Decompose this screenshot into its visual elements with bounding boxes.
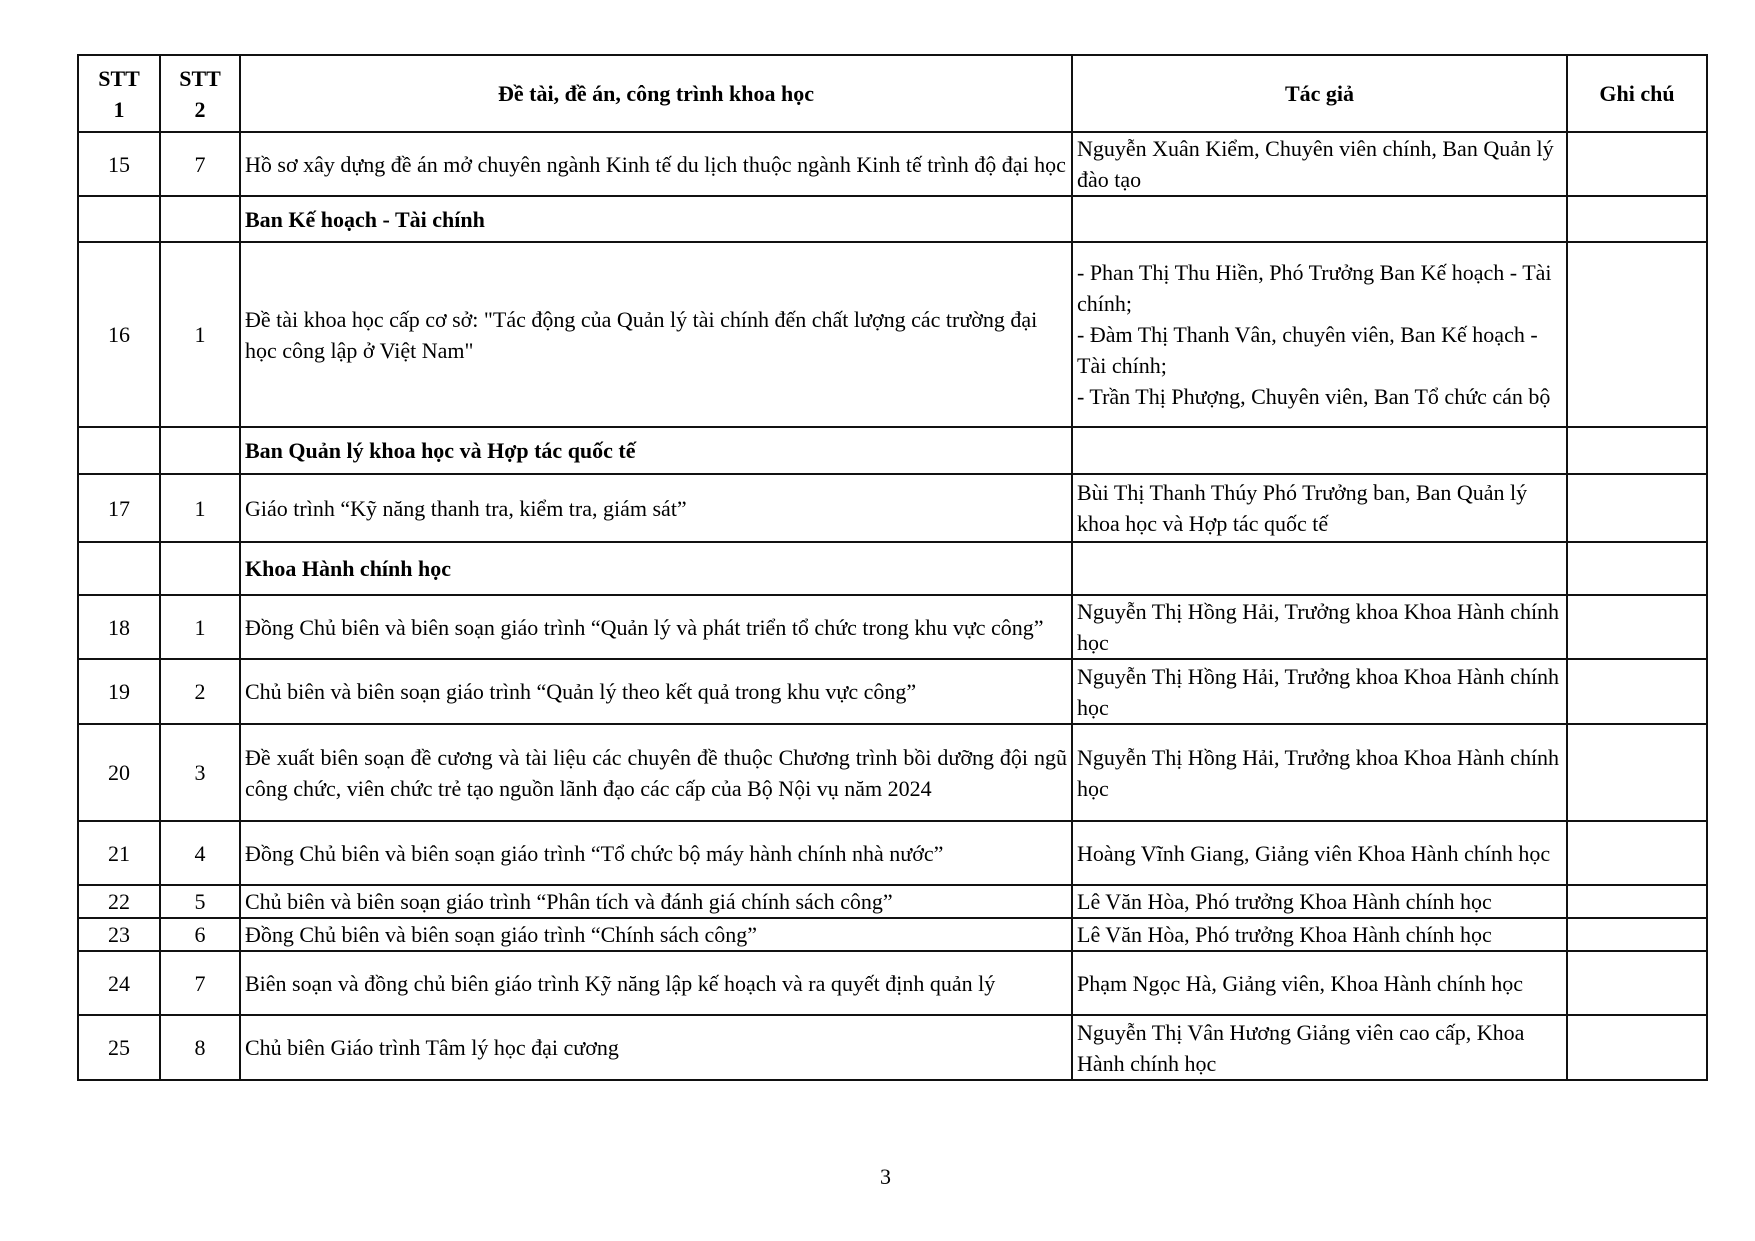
stt1-cell bbox=[78, 427, 160, 474]
table-row bbox=[78, 951, 1707, 1015]
author-cell: Nguyễn Thị Hồng Hải, Trưởng khoa Khoa Hành chính học bbox=[1072, 724, 1567, 821]
note-cell bbox=[1567, 821, 1707, 885]
table-row bbox=[78, 821, 1707, 885]
stt1-cell: 16 bbox=[78, 242, 160, 427]
topic-cell: Chủ biên và biên soạn giáo trình “Phân tích và đánh giá chính sách công” bbox=[240, 885, 1072, 918]
author-cell: Lê Văn Hòa, Phó trưởng Khoa Hành chính học bbox=[1072, 918, 1567, 951]
stt1-cell: 17 bbox=[78, 474, 160, 542]
author-line: - Đàm Thị Thanh Vân, chuyên viên, Ban Kế hoạch - Tài chính; bbox=[1077, 322, 1538, 378]
stt2-cell: 4 bbox=[160, 821, 240, 885]
stt1-cell: 22 bbox=[78, 885, 160, 918]
topic-cell: Đồng Chủ biên và biên soạn giáo trình “Tổ chức bộ máy hành chính nhà nước” bbox=[240, 821, 1072, 885]
table-row bbox=[78, 474, 1707, 542]
stt2-cell: 1 bbox=[160, 474, 240, 542]
author-cell: Bùi Thị Thanh Thúy Phó Trưởng ban, Ban Quản lý khoa học và Hợp tác quốc tế bbox=[1072, 474, 1567, 542]
author-cell bbox=[1072, 196, 1567, 242]
page-number: 3 bbox=[880, 1164, 891, 1189]
stt1-cell bbox=[78, 196, 160, 242]
stt2-cell: 7 bbox=[160, 951, 240, 1015]
stt2-cell: 1 bbox=[160, 595, 240, 659]
author-cell bbox=[1072, 427, 1567, 474]
note-cell bbox=[1567, 196, 1707, 242]
note-cell bbox=[1567, 242, 1707, 427]
stt2-cell: 7 bbox=[160, 132, 240, 196]
section-row bbox=[78, 427, 1707, 474]
author-cell: Hoàng Vĩnh Giang, Giảng viên Khoa Hành chính học bbox=[1072, 821, 1567, 885]
author-cell bbox=[1072, 542, 1567, 595]
table-row bbox=[78, 595, 1707, 659]
note-cell bbox=[1567, 659, 1707, 724]
topic-cell: Đề tài khoa học cấp cơ sở: "Tác động của Quản lý tài chính đến chất lượng các trường đại học công lập ở Việt Nam" bbox=[240, 242, 1072, 427]
note-cell bbox=[1567, 474, 1707, 542]
table-row bbox=[78, 885, 1707, 918]
research-works-table bbox=[77, 54, 1708, 1081]
author-cell bbox=[1072, 242, 1567, 427]
table-row bbox=[78, 659, 1707, 724]
topic-cell: Biên soạn và đồng chủ biên giáo trình Kỹ năng lập kế hoạch và ra quyết định quản lý bbox=[240, 951, 1072, 1015]
author-cell: Nguyễn Xuân Kiểm, Chuyên viên chính, Ban Quản lý đào tạo bbox=[1072, 132, 1567, 196]
note-cell bbox=[1567, 918, 1707, 951]
note-cell bbox=[1567, 1015, 1707, 1080]
author-cell: Nguyễn Thị Vân Hương Giảng viên cao cấp, Khoa Hành chính học bbox=[1072, 1015, 1567, 1080]
stt2-cell: 3 bbox=[160, 724, 240, 821]
stt2-cell bbox=[160, 542, 240, 595]
header-note: Ghi chú bbox=[1567, 55, 1707, 132]
stt2-cell: 2 bbox=[160, 659, 240, 724]
table-row bbox=[78, 918, 1707, 951]
stt1-cell: 19 bbox=[78, 659, 160, 724]
table-row bbox=[78, 242, 1707, 427]
author-cell: Lê Văn Hòa, Phó trưởng Khoa Hành chính học bbox=[1072, 885, 1567, 918]
header-topic: Đề tài, đề án, công trình khoa học bbox=[240, 55, 1072, 132]
section-row bbox=[78, 196, 1707, 242]
stt2-cell: 5 bbox=[160, 885, 240, 918]
topic-cell: Hồ sơ xây dựng đề án mở chuyên ngành Kinh tế du lịch thuộc ngành Kinh tế trình độ đại học bbox=[240, 132, 1072, 196]
note-cell bbox=[1567, 595, 1707, 659]
author-cell: Nguyễn Thị Hồng Hải, Trưởng khoa Khoa Hành chính học bbox=[1072, 595, 1567, 659]
section-row bbox=[78, 542, 1707, 595]
section-title: Ban Quản lý khoa học và Hợp tác quốc tế bbox=[240, 427, 1072, 474]
stt1-cell: 25 bbox=[78, 1015, 160, 1080]
stt1-cell: 23 bbox=[78, 918, 160, 951]
header-stt2: STT 2 bbox=[160, 55, 240, 132]
stt2-cell bbox=[160, 196, 240, 242]
header-stt1: STT 1 bbox=[78, 55, 160, 132]
topic-cell: Chủ biên Giáo trình Tâm lý học đại cương bbox=[240, 1015, 1072, 1080]
topic-cell: Đồng Chủ biên và biên soạn giáo trình “Quản lý và phát triển tổ chức trong khu vực công” bbox=[240, 595, 1072, 659]
topic-cell: Đồng Chủ biên và biên soạn giáo trình “Chính sách công” bbox=[240, 918, 1072, 951]
topic-cell: Đề xuất biên soạn đề cương và tài liệu các chuyên đề thuộc Chương trình bồi dưỡng đội ngũ công chức, viên chức trẻ tạo nguồn lãnh đạo các cấp của Bộ Nội vụ năm 2024 bbox=[240, 724, 1072, 821]
section-title: Ban Kế hoạch - Tài chính bbox=[240, 196, 1072, 242]
author-line: - Trần Thị Phượng, Chuyên viên, Ban Tổ chức cán bộ bbox=[1077, 384, 1551, 409]
table-row bbox=[78, 132, 1707, 196]
stt1-cell: 20 bbox=[78, 724, 160, 821]
topic-cell: Giáo trình “Kỹ năng thanh tra, kiểm tra, giám sát” bbox=[240, 474, 1072, 542]
header-author: Tác giả bbox=[1072, 55, 1567, 132]
note-cell bbox=[1567, 724, 1707, 821]
note-cell bbox=[1567, 542, 1707, 595]
table-header-row bbox=[78, 55, 1707, 132]
stt1-cell: 18 bbox=[78, 595, 160, 659]
stt1-cell bbox=[78, 542, 160, 595]
table-row bbox=[78, 1015, 1707, 1080]
author-cell: Phạm Ngọc Hà, Giảng viên, Khoa Hành chính học bbox=[1072, 951, 1567, 1015]
note-cell bbox=[1567, 132, 1707, 196]
stt1-cell: 21 bbox=[78, 821, 160, 885]
stt2-cell: 1 bbox=[160, 242, 240, 427]
table-row bbox=[78, 724, 1707, 821]
note-cell bbox=[1567, 885, 1707, 918]
author-line: - Phan Thị Thu Hiền, Phó Trưởng Ban Kế hoạch - Tài chính; bbox=[1077, 260, 1552, 316]
stt2-cell: 6 bbox=[160, 918, 240, 951]
stt1-cell: 24 bbox=[78, 951, 160, 1015]
note-cell bbox=[1567, 951, 1707, 1015]
stt2-cell bbox=[160, 427, 240, 474]
stt1-cell: 15 bbox=[78, 132, 160, 196]
topic-cell: Chủ biên và biên soạn giáo trình “Quản lý theo kết quả trong khu vực công” bbox=[240, 659, 1072, 724]
stt2-cell: 8 bbox=[160, 1015, 240, 1080]
section-title: Khoa Hành chính học bbox=[240, 542, 1072, 595]
note-cell bbox=[1567, 427, 1707, 474]
author-cell: Nguyễn Thị Hồng Hải, Trưởng khoa Khoa Hành chính học bbox=[1072, 659, 1567, 724]
